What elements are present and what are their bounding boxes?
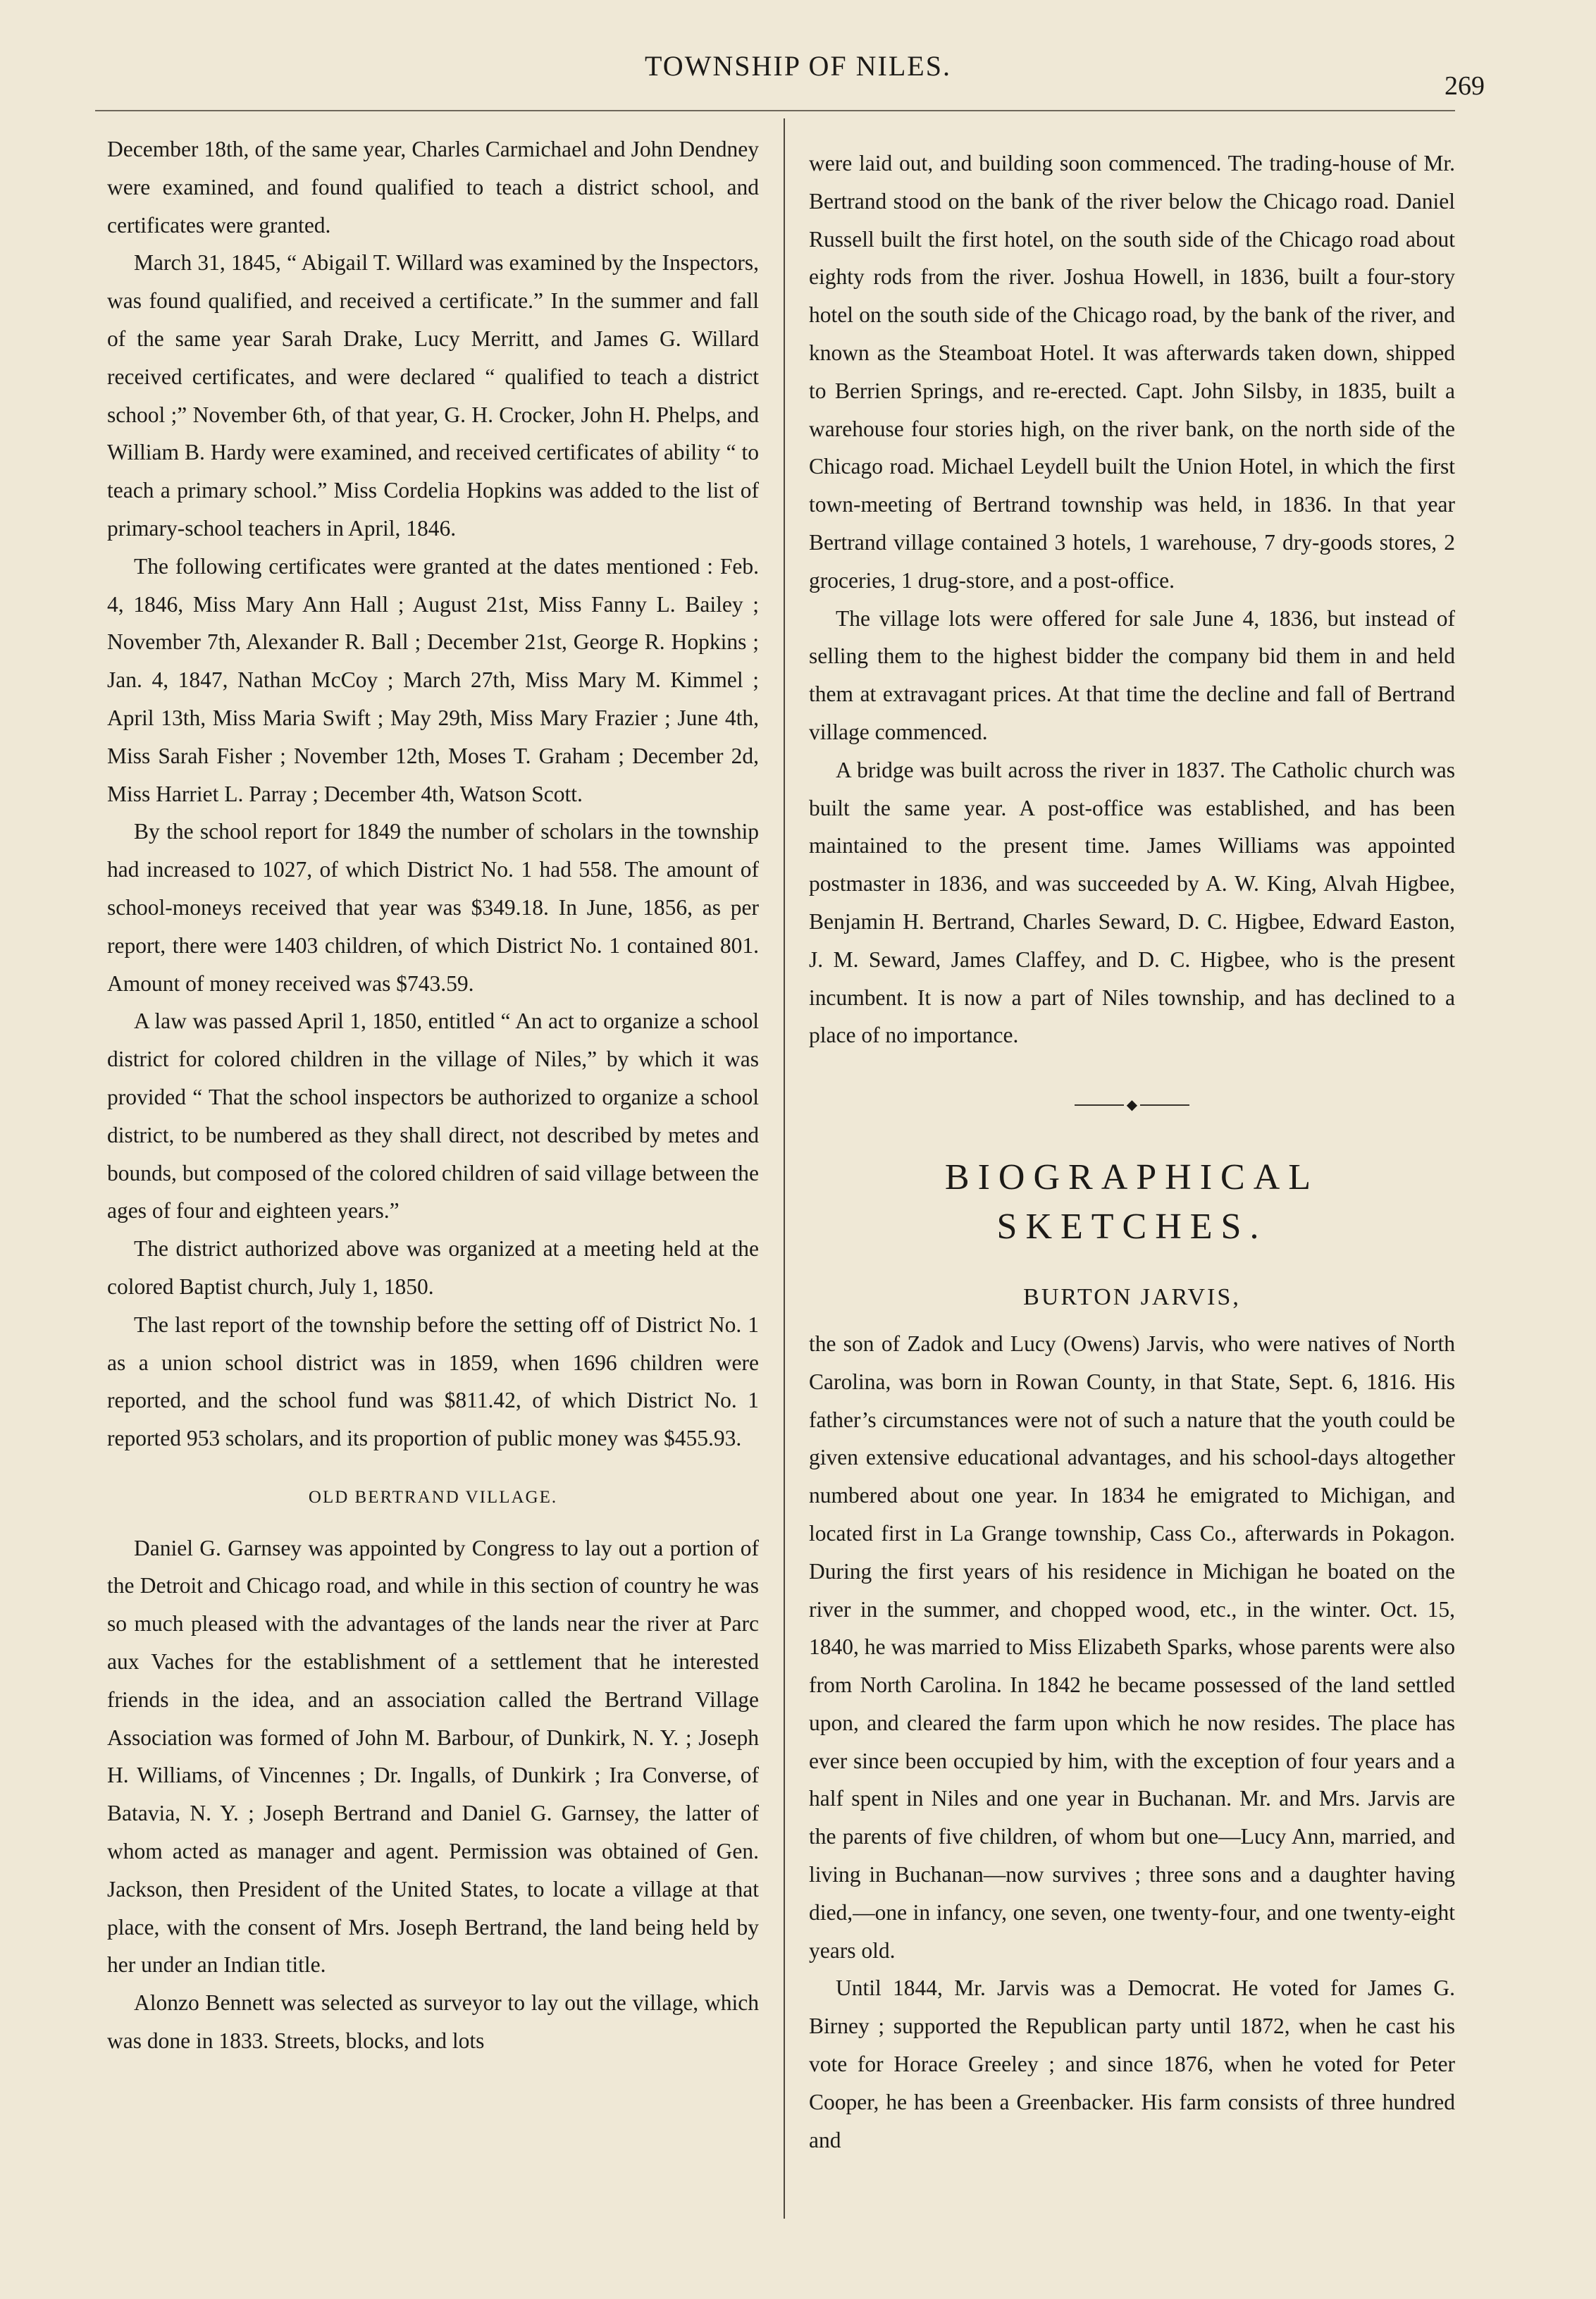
paragraph: By the school report for 1849 the number of scholars in the township had increased to 1027, of which District No. 1 had 558. The amount of school-moneys received that year was $349.18. In June, 1856, as per report, there were 1403 children, of which District No. 1 contained 801. Amount of money received was $743.59. bbox=[107, 819, 759, 996]
ornament-rule bbox=[1075, 1104, 1124, 1106]
paragraph: A law was passed April 1, 1850, entitled “ An act to organize a school district for colored children in the village of Niles,” by which it was provided “ That the school inspectors be authorized to organize a school district, to be numbered as they shall direct, not described by metes and bounds, but composed of the colored children of said village between the ages of four and eighteen years.” bbox=[107, 1009, 759, 1224]
ornament-rule bbox=[1140, 1104, 1189, 1106]
section-ornament bbox=[809, 1091, 1455, 1119]
column-divider bbox=[784, 118, 785, 2219]
paragraph: Alonzo Bennett was selected as surveyor to lay out the village, which was done in 1833. Streets, blocks, and lots bbox=[107, 1990, 759, 2054]
paragraph: The last report of the township before the setting off of District No. 1 as a union school district was in 1859, when 1696 children were reported, and the school fund was $811.42, of which District No. 1 reported 953 scholars, and its proportion of public money was $455.93. bbox=[107, 1312, 759, 1451]
right-column bbox=[809, 144, 1455, 2159]
left-column bbox=[107, 130, 759, 2060]
subheading: OLD BERTRAND VILLAGE. bbox=[308, 1487, 558, 1507]
paragraph: Until 1844, Mr. Jarvis was a Democrat. He voted for James G. Birney ; supported the Republican party until 1872, when he cast his vote for Horace Greeley ; and since 1876, when he voted for Peter Cooper, he has been a Greenbacker. His farm consists of three hundred and bbox=[809, 1976, 1455, 2152]
paragraph: The district authorized above was organized at a meeting held at the colored Baptist church, July 1, 1850. bbox=[107, 1236, 759, 1299]
header-rule bbox=[95, 110, 1455, 111]
person-name: BURTON JARVIS, bbox=[1023, 1284, 1241, 1311]
paragraph: the son of Zadok and Lucy (Owens) Jarvis, who were natives of North Carolina, was born in Rowan County, in that State, Sept. 6, 1816. His father’s circumstances were not of such a nature that the youth could be given extensive educational advantages, and his school-days altogether numbered about one year. In 1834 he emigrated to Michigan, and located first in La Grange township, Cass Co., afterwards in Pokagon. During the first years of his residence in Michigan he boated on the river in the summer, and chopped wood, etc., in the winter. Oct. 15, 1840, he was married to Miss Elizabeth Sparks, whose parents were also from North Carolina. In 1842 he became possessed of the land settled upon, and cleared the farm upon which he now resides. The place has ever since been occupied by him, with the exception of four years and a half spent in Niles and one year in Buchanan. Mr. and Mrs. Jarvis are the parents of five children, of whom but one—Lucy Ann, married, and living in Buchanan—now survives ; three sons and a daughter having died,—one in infancy, one seven, one twenty-four, and one twenty-eight years old. bbox=[809, 1331, 1455, 1963]
paragraph: December 18th, of the same year, Charles Carmichael and John Dendney were examined, and found qualified to teach a district school, and certificates were granted. bbox=[107, 137, 759, 238]
paragraph: March 31, 1845, “ Abigail T. Willard was examined by the Inspectors, was found qualified, and received a certificate.” In the summer and fall of the same year Sarah Drake, Lucy Merritt, and James G. Willard received certificates, and were declared “ qualified to teach a district school ;” November 6th, of that year, G. H. Crocker, John H. Phelps, and William B. Hardy were examined, and received certificates of ability “ to teach a primary school.” Miss Cordelia Hopkins was added to the list of primary-school teachers in April, 1846. bbox=[107, 250, 759, 541]
paragraph: The village lots were offered for sale June 4, 1836, but instead of selling them to the highest bidder the company bid them in and held them at extravagant prices. At that time the decline and fall of Bertrand village commenced. bbox=[809, 605, 1455, 744]
paragraph: A bridge was built across the river in 1837. The Catholic church was built the same year. A post-office was established, and has been maintained to the present time. James Williams was appointed postmaster in 1836, and was succeeded by A. W. King, Alvah Higbee, Benjamin H. Bertrand, Charles Seward, D. C. Higbee, Edward Easton, J. M. Seward, James Claffey, and D. C. Higbee, who is the present incumbent. It is now a part of Niles township, and has declined to a place of no importance. bbox=[809, 757, 1455, 1048]
paragraph: The following certificates were granted at the dates mentioned : Feb. 4, 1846, Miss Mary Ann Hall ; August 21st, Miss Fanny L. Bailey ; November 7th, Alexander R. Ball ; December 21st, George R. Hopkins ; Jan. 4, 1847, Nathan McCoy ; March 27th, Miss Mary M. Kimmel ; April 13th, Miss Maria Swift ; May 29th, Miss Mary Frazier ; June 4th, Miss Sarah Fisher ; November 12th, Moses T. Graham ; December 2d, Miss Harriet L. Parray ; December 4th, Watson Scott. bbox=[107, 553, 759, 806]
paragraph: were laid out, and building soon commenced. The trading-house of Mr. Bertrand stood on the bank of the river below the Chicago road. Daniel Russell built the first hotel, on the south side of the Chicago road about eighty rods from the river. Joshua Howell, in 1836, built a four-story hotel on the south side of the Chicago road, by the bank of the river, and known as the Steamboat Hotel. It was afterwards taken down, shipped to Berrien Springs, and re-erected. Capt. John Silsby, in 1835, built a warehouse four stories high, on the river bank, on the north side of the Chicago road. Michael Leydell built the Union Hotel, in which the first town-meeting of Bertrand township was held, in 1836. In that year Bertrand village contained 3 hotels, 1 warehouse, 7 dry-goods stores, 2 groceries, 1 drug-store, and a post-office. bbox=[809, 151, 1455, 593]
paragraph: Daniel G. Garnsey was appointed by Congress to lay out a portion of the Detroit and Chicago road, and while in this section of country he was so much pleased with the advantages of the lands near the river at Parc aux Vaches for the establishment of a settlement that he interested friends in the idea, and an association called the Bertrand Village Association was formed of John M. Barbour, of Dunkirk, N. Y. ; Joseph H. Williams, of Vincennes ; Dr. Ingalls, of Dunkirk ; Ira Converse, of Batavia, N. Y. ; Joseph Bertrand and Daniel G. Garnsey, the latter of whom acted as manager and agent. Permission was obtained of Gen. Jackson, then President of the United States, to locate a village at that place, with the consent of Mrs. Joseph Bertrand, the land being held by her under an Indian title. bbox=[107, 1535, 759, 1978]
ornament-dot: ◆ bbox=[1126, 1097, 1138, 1114]
section-title: BIOGRAPHICAL SKETCHES. bbox=[944, 1157, 1320, 1247]
page-number: 269 bbox=[1445, 71, 1485, 101]
running-title: TOWNSHIP OF NILES. bbox=[645, 50, 951, 82]
